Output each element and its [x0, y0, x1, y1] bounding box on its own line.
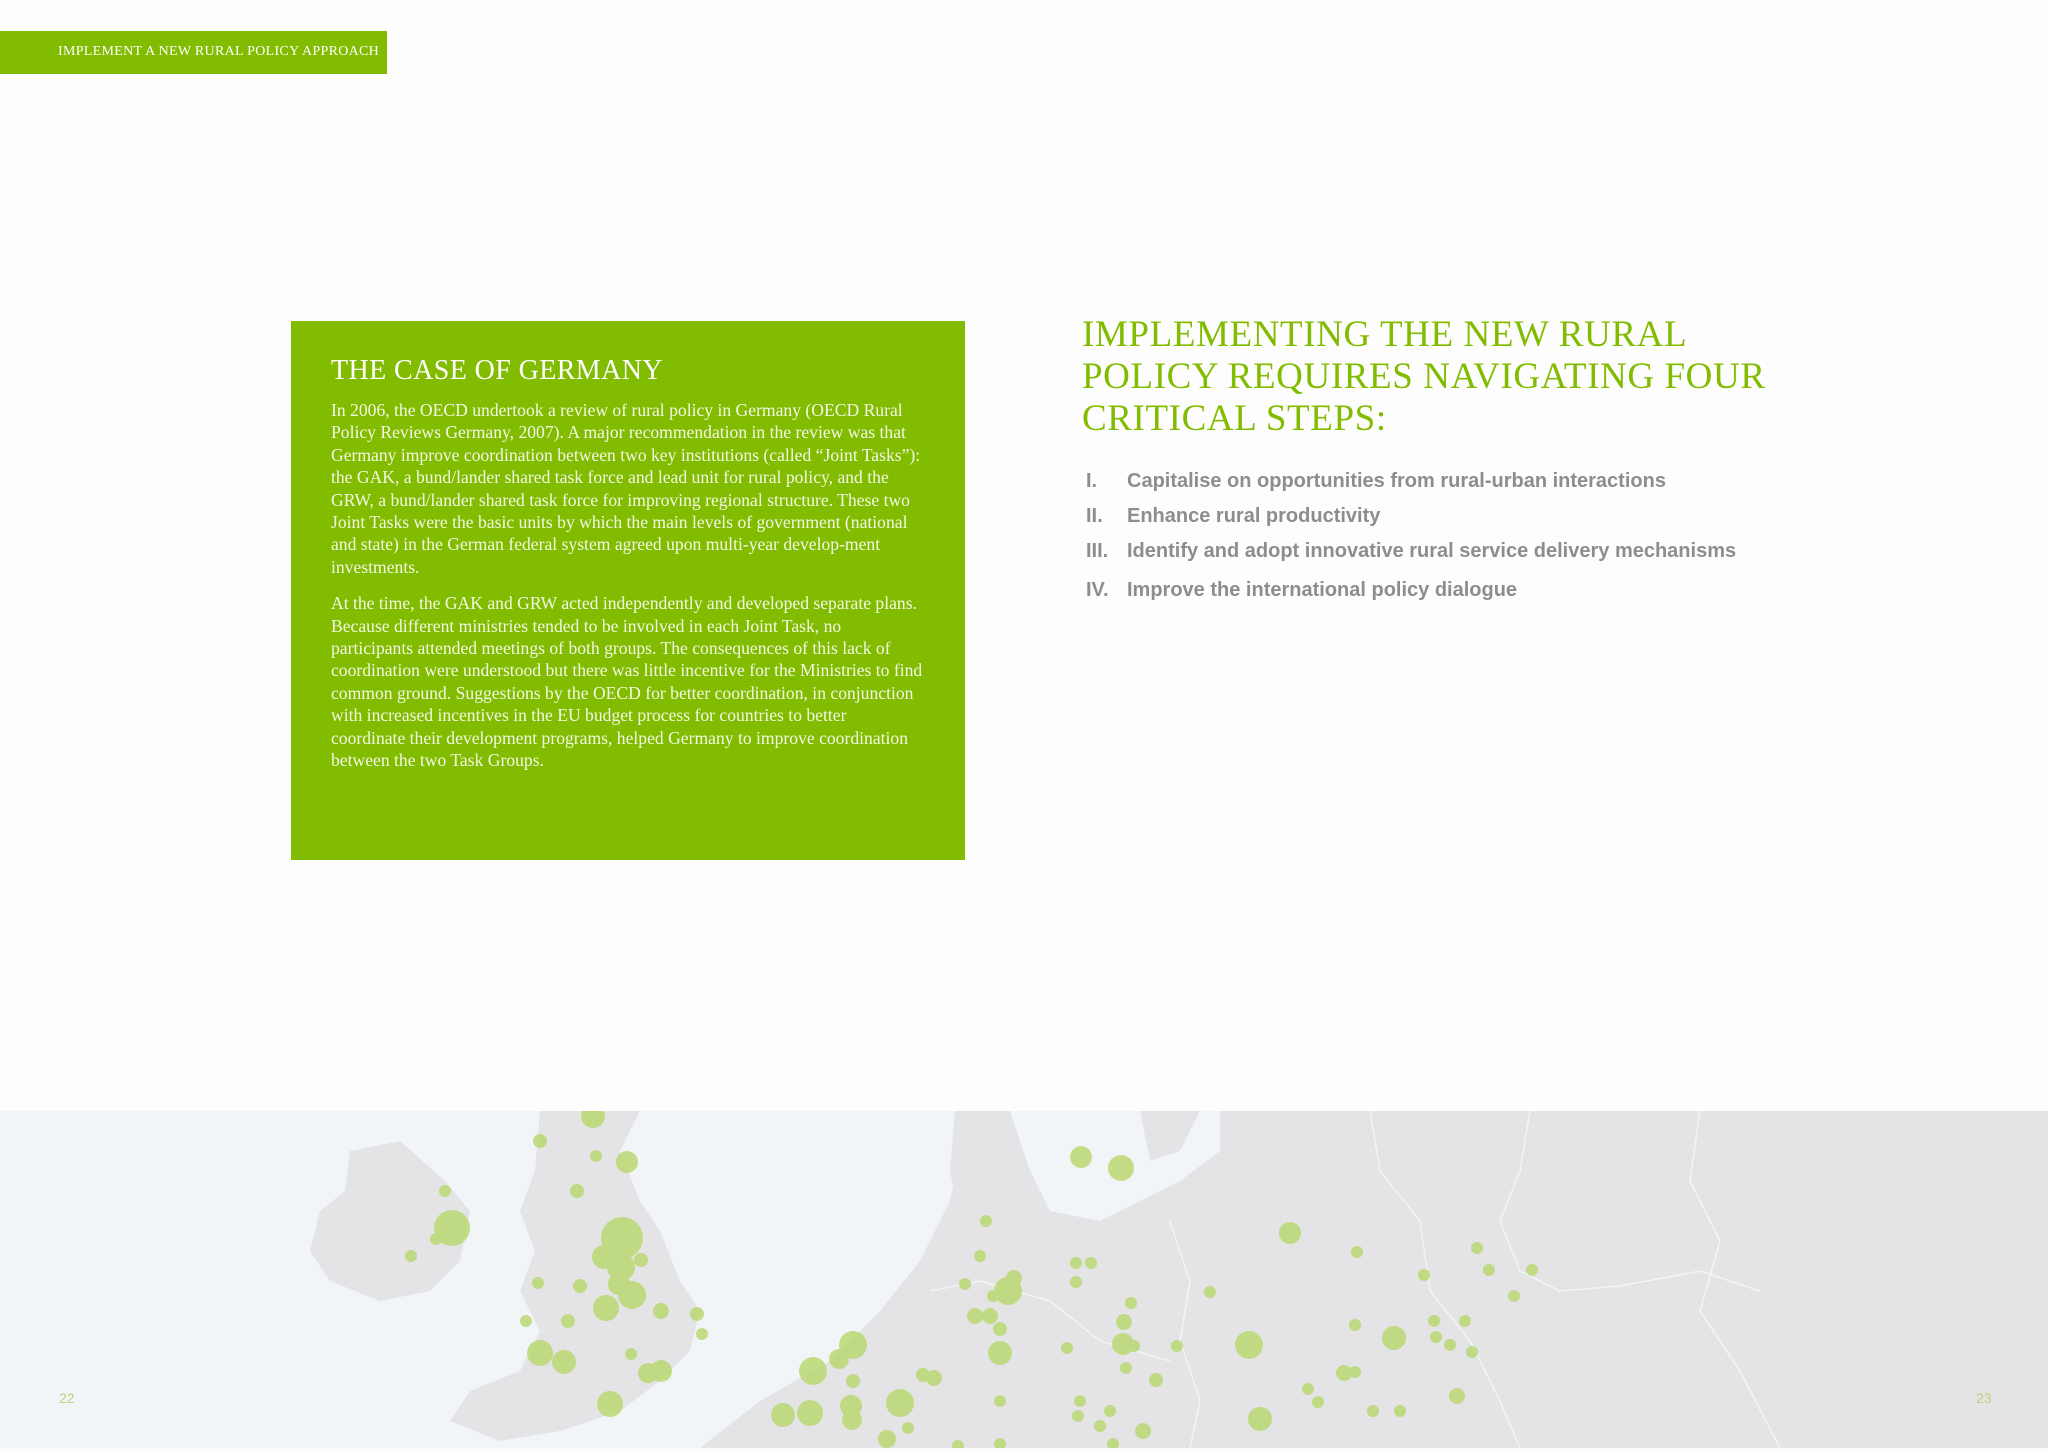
page-headline: IMPLEMENTING THE NEW RURAL POLICY REQUIRES NAVIGATING FOUR CRITICAL STEPS: — [1082, 314, 1766, 439]
case-study-title: THE CASE OF GERMANY — [331, 355, 663, 386]
page-number-right: 23 — [1976, 1390, 1992, 1406]
step-numeral: III. — [1086, 540, 1109, 562]
section-tag — [0, 31, 387, 74]
step-text: Identify and adopt innovative rural service delivery mechanisms — [1127, 540, 1737, 562]
europe-map-graphic — [0, 1111, 2048, 1448]
section-tag-label: IMPLEMENT A NEW RURAL POLICY APPROACH — [58, 44, 380, 59]
case-study-paragraph: At the time, the GAK and GRW acted independently and developed separate plans. Because different ministries tended to be involved in each Joint Task, no participants attended meetings of both groups. The consequences of this lack of coordination were understood but there was little incentive for the Ministries to find common ground. Suggestions by the OECD for better coordination, in conjunction with increased incentives in the EU budget process for countries to better coordinate their development programs, helped Germany to improve coordination between the two Task Groups. — [331, 593, 923, 771]
step-numeral: II. — [1086, 505, 1103, 527]
europe-map — [0, 1111, 2048, 1448]
step-text: Improve the international policy dialogue — [1127, 579, 1518, 601]
page-number-left: 22 — [59, 1390, 75, 1406]
case-study-paragraph: In 2006, the OECD undertook a review of rural policy in Germany (OECD Rural Policy Reviews Germany, 2007). A major recommendation in the review was that Germany improve coordination between two key institutions (called “Joint Tasks”): the GAK, a bund/lander shared task force and lead unit for rural policy, and the GRW, a bund/lander shared task force for improving regional structure. These two Joint Tasks were the basic units by which the main levels of government (national and state) in the German federal system agreed upon multi-year develop-ment investments. — [331, 400, 921, 577]
step-text: Enhance rural productivity — [1127, 505, 1381, 527]
step-numeral: IV. — [1086, 579, 1109, 601]
case-study-box — [291, 321, 965, 860]
map-land-sweden — [1140, 1111, 1200, 1161]
step-numeral: I. — [1086, 470, 1098, 492]
step-text: Capitalise on opportunities from rural-urban interactions — [1127, 470, 1666, 492]
map-land-britain — [450, 1111, 700, 1441]
